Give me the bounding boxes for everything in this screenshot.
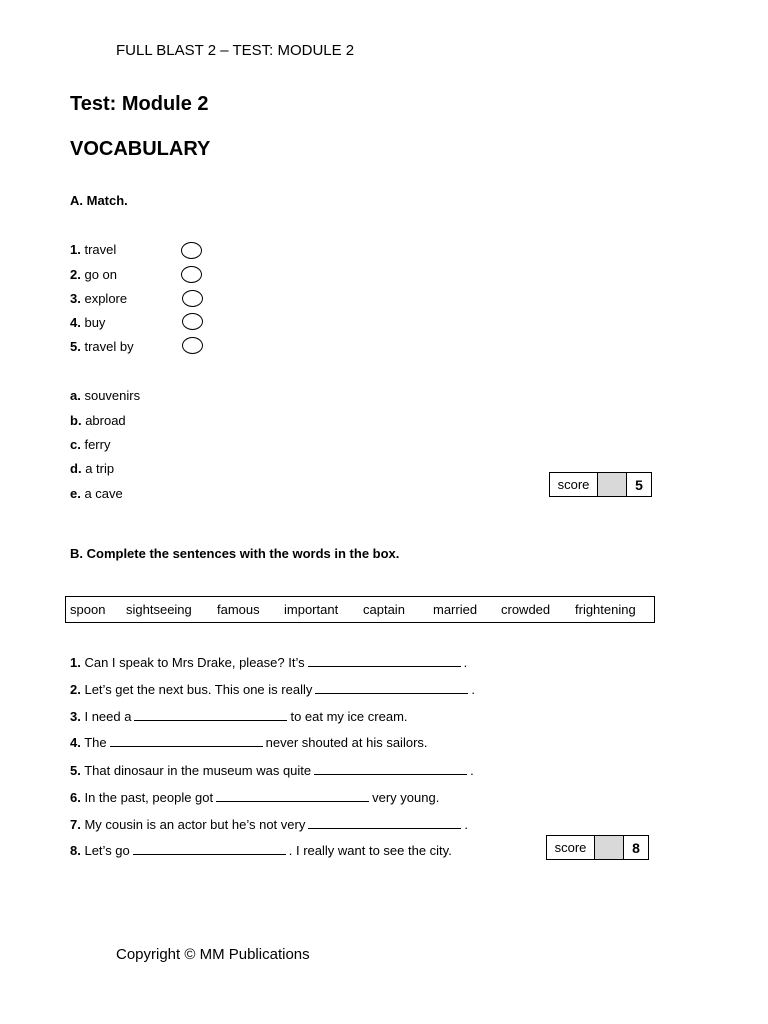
score-box-a	[549, 472, 652, 497]
match-option-letter: d.	[70, 461, 82, 476]
match-option	[70, 437, 110, 452]
match-item-text: go on	[84, 267, 118, 282]
answer-circle[interactable]	[182, 337, 203, 354]
sentence-number: 3.	[70, 709, 81, 724]
match-item-text: buy	[84, 315, 106, 330]
sentence-number: 5.	[70, 763, 81, 778]
sentence	[70, 707, 408, 724]
sentence-number: 7.	[70, 817, 81, 832]
section-heading: VOCABULARY	[70, 138, 211, 160]
score-label: score	[547, 836, 595, 859]
word-box-word: spoon	[70, 602, 106, 617]
sentence-after: .	[464, 817, 468, 832]
sentence-after: . I really want to see the city.	[288, 843, 452, 858]
match-item-number: 3.	[70, 291, 81, 306]
score-box-b	[546, 835, 649, 860]
answer-blank[interactable]	[216, 788, 369, 802]
match-option-text: souvenirs	[84, 388, 141, 403]
match-option-letter: a.	[70, 388, 81, 403]
answer-blank[interactable]	[308, 815, 461, 829]
match-item	[70, 242, 116, 257]
answer-blank[interactable]	[134, 707, 287, 721]
match-option	[70, 486, 123, 501]
score-label: score	[550, 473, 598, 496]
answer-blank[interactable]	[315, 680, 468, 694]
copyright-footer: Copyright © MM Publications	[116, 946, 310, 963]
match-option-text: a trip	[85, 461, 115, 476]
answer-circle[interactable]	[181, 242, 202, 259]
sentence-before: Let’s get the next bus. This one is really	[84, 682, 313, 697]
match-option-letter: e.	[70, 486, 81, 501]
match-option-letter: c.	[70, 437, 81, 452]
sentence-number: 2.	[70, 682, 81, 697]
match-option-text: abroad	[85, 413, 126, 428]
match-option-text: a cave	[84, 486, 123, 501]
match-option	[70, 413, 126, 428]
match-item	[70, 315, 105, 330]
match-item-text: travel	[84, 242, 117, 257]
match-item-text: travel by	[84, 339, 134, 354]
sentence-before: Can I speak to Mrs Drake, please? It’s	[84, 655, 305, 670]
match-item-number: 1.	[70, 242, 81, 257]
match-item	[70, 291, 127, 306]
answer-blank[interactable]	[308, 653, 461, 667]
match-item-number: 2.	[70, 267, 81, 282]
answer-blank[interactable]	[314, 761, 467, 775]
sentence-number: 6.	[70, 790, 81, 805]
sentence-after: .	[463, 655, 468, 670]
sentence-after: very young.	[372, 790, 440, 805]
sentence-after: .	[471, 682, 475, 697]
sentence-before: In the past, people got	[84, 790, 214, 805]
match-item-number: 5.	[70, 339, 81, 354]
sentence-after: .	[470, 763, 474, 778]
sentence	[70, 761, 474, 778]
match-item	[70, 267, 117, 282]
sentence-before: The	[84, 735, 107, 750]
sentence-number: 4.	[70, 735, 81, 750]
word-box-word: sightseeing	[126, 602, 192, 617]
sentence	[70, 815, 468, 832]
sentence-after: to eat my ice cream.	[290, 709, 408, 724]
sentence-before: That dinosaur in the museum was quite	[84, 763, 312, 778]
sentence	[70, 680, 475, 697]
part-a-instruction: A. Match.	[70, 193, 128, 208]
sentence-before: Let’s go	[84, 843, 130, 858]
match-item	[70, 339, 134, 354]
sentence	[70, 653, 467, 670]
sentence	[70, 788, 439, 805]
sentence	[70, 733, 428, 750]
part-b-instruction: B. Complete the sentences with the words in the box.	[70, 546, 400, 561]
sentence-before: I need a	[84, 709, 132, 724]
answer-blank[interactable]	[110, 733, 263, 747]
sentence-number: 1.	[70, 655, 81, 670]
score-max: 5	[635, 476, 643, 493]
match-option	[70, 388, 140, 403]
word-box-word: important	[284, 602, 339, 617]
answer-blank[interactable]	[133, 841, 286, 855]
answer-circle[interactable]	[181, 266, 202, 283]
sentence	[70, 841, 452, 858]
running-head: FULL BLAST 2 – TEST: MODULE 2	[116, 42, 355, 59]
score-max: 8	[632, 839, 640, 856]
word-box-word: married	[433, 602, 478, 617]
match-option	[70, 461, 114, 476]
word-box-word: frightening	[575, 602, 636, 617]
match-item-number: 4.	[70, 315, 81, 330]
word-box	[65, 596, 655, 623]
word-box-word: famous	[217, 602, 260, 617]
answer-circle[interactable]	[182, 313, 203, 330]
answer-circle[interactable]	[182, 290, 203, 307]
sentence-number: 8.	[70, 843, 81, 858]
sentence-after: never shouted at his sailors.	[265, 735, 428, 750]
match-item-text: explore	[84, 291, 128, 306]
word-box-word: crowded	[501, 602, 551, 617]
match-option-text: ferry	[84, 437, 111, 452]
sentence-before: My cousin is an actor but he’s not very	[84, 817, 306, 832]
match-option-letter: b.	[70, 413, 82, 428]
score-entry-field[interactable]	[595, 836, 624, 859]
score-entry-field[interactable]	[598, 473, 627, 496]
page-title: Test: Module 2	[70, 93, 209, 115]
word-box-word: captain	[363, 602, 405, 617]
